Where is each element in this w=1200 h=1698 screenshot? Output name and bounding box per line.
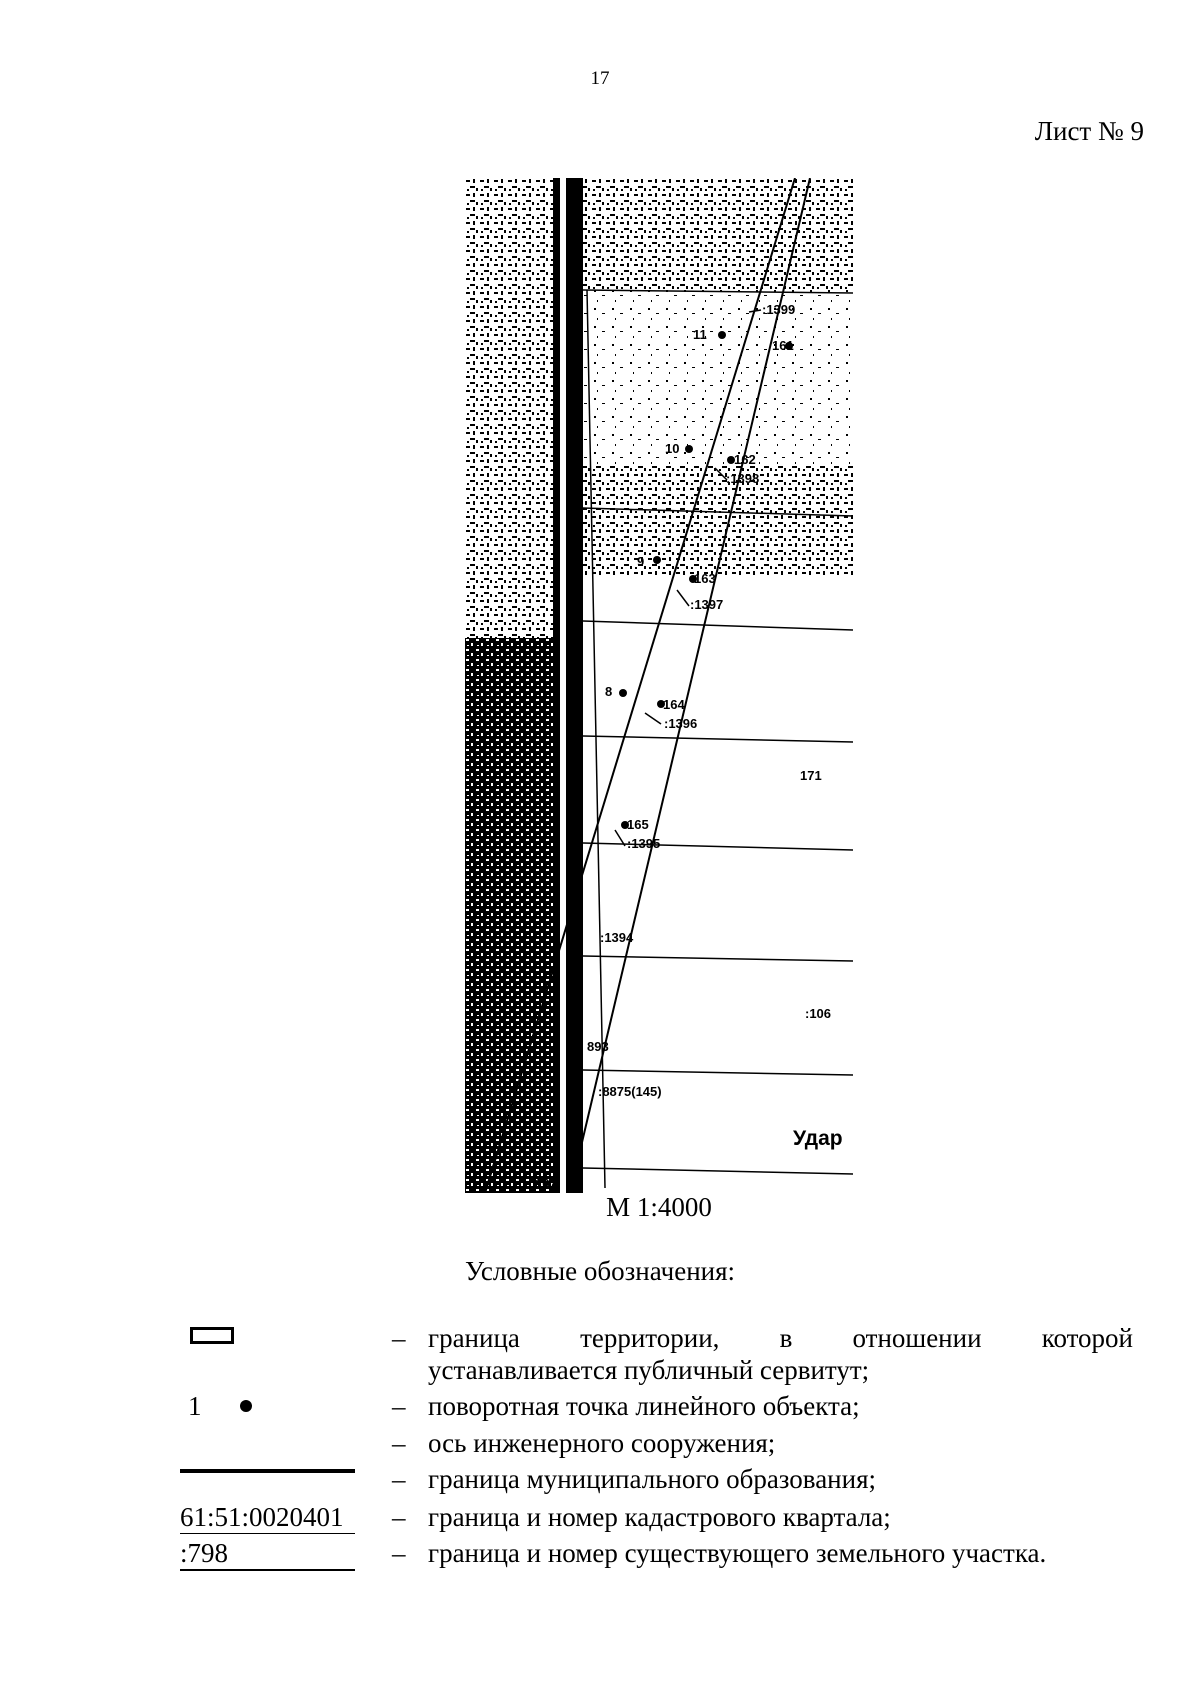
legend-desc: ось инженерного сооружения; <box>428 1428 776 1458</box>
legend-title: Условные обозначения: <box>464 1256 736 1286</box>
legend-dash: – <box>392 1538 406 1568</box>
legend-line-symbol <box>180 1469 355 1473</box>
map-point-8 <box>619 689 627 697</box>
legend-point-number: 1 <box>188 1391 202 1421</box>
legend-dash: – <box>392 1391 406 1421</box>
map-scale: М 1:4000 <box>606 1192 712 1222</box>
map-label-1397: :1397 <box>690 597 724 612</box>
legend-desc-cont: устанавливается публичный сервитут; <box>428 1355 870 1385</box>
legend-desc: граница и номер кадастрового квартала; <box>428 1502 891 1532</box>
map-label-8: 8 <box>605 684 613 699</box>
map-label-1399: :1399 <box>762 302 796 317</box>
map-point-10 <box>685 445 693 453</box>
map-label-9: 9 <box>637 554 645 569</box>
legend-rect-symbol <box>190 1327 234 1344</box>
map-label-udar: Удар <box>793 1127 843 1150</box>
map-label-11: 11 <box>693 327 707 342</box>
map-label-171: 171 <box>800 768 822 783</box>
map-label-165: 165 <box>627 817 649 832</box>
map-road-strip <box>553 178 583 1193</box>
map-label-1394: :1394 <box>600 930 634 945</box>
map-point-11 <box>718 331 726 339</box>
map-label-893: 893 <box>587 1039 609 1054</box>
legend-cadastral-number: 61:51:0020401 <box>180 1501 355 1534</box>
map-label-1395: :1395 <box>627 836 661 851</box>
map-label-161: 161 <box>772 338 794 353</box>
legend-dash: – <box>392 1428 406 1458</box>
map-label-163: 163 <box>694 571 716 586</box>
legend-point-symbol <box>188 1390 202 1422</box>
map-label-1396: :1396 <box>664 716 698 731</box>
legend-desc: поворотная точка линейного объекта; <box>428 1391 860 1421</box>
map-lower-right <box>583 578 853 1193</box>
map-label-164: 164 <box>663 697 685 712</box>
legend-desc: граница и номер существующего земельного участка. <box>428 1538 1047 1568</box>
legend-dash: – <box>392 1323 406 1353</box>
map-image <box>465 178 853 1193</box>
map-label-167: 167 <box>535 1176 557 1191</box>
page-number: 17 <box>590 68 610 89</box>
map-label-106: :106 <box>805 1006 832 1021</box>
sheet-label: Лист № 9 <box>1034 116 1144 146</box>
map-label-8875: :8875(145) <box>598 1084 662 1099</box>
map-label-10: 10 <box>665 441 680 456</box>
map-label-162: 162 <box>734 452 756 467</box>
legend-desc: граница территории, в отношении которой <box>428 1323 1133 1353</box>
map-point-9 <box>653 556 661 564</box>
map-label-1398: :1398 <box>726 471 760 486</box>
legend-dash: – <box>392 1464 406 1494</box>
legend-dash: – <box>392 1502 406 1532</box>
legend-point-dot <box>240 1400 252 1412</box>
legend-desc: граница муниципального образования; <box>428 1464 877 1494</box>
legend-plot-number: :798 <box>180 1537 355 1571</box>
map-left-dark <box>465 638 560 1193</box>
